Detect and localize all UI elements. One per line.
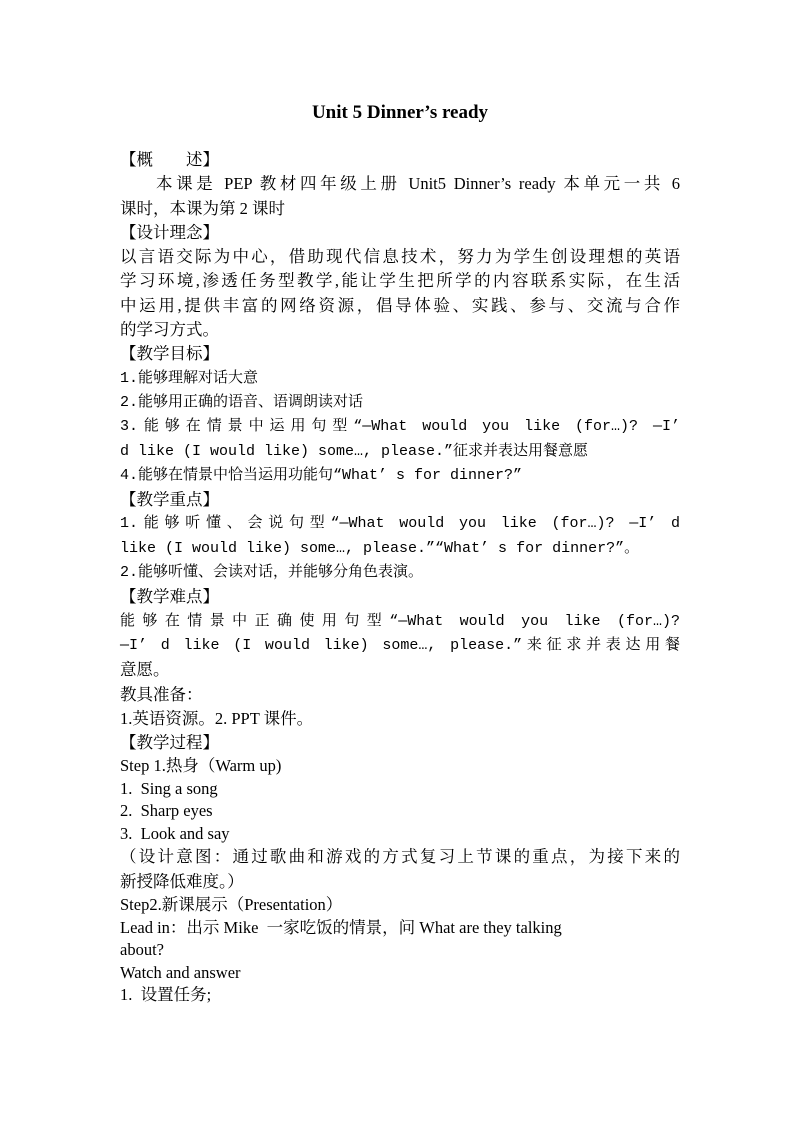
difficulty-heading: 【教学难点】 — [120, 587, 219, 607]
watch-and-answer: Watch and answer — [120, 962, 241, 982]
lead-in-line-2: about? — [120, 940, 164, 960]
task-item-1: 1. 设置任务; — [120, 985, 212, 1005]
design-text-line-2: 学习环境,渗透任务型教学,能让学生把所学的内容联系实际，在生活 — [120, 271, 680, 291]
key-point-1a: 1.能够听懂、会说句型“—What would you like (for…)? —I’ d — [120, 515, 680, 533]
goal-item-3b: d like (I would like) some…, please.”征求并表达用餐意愿 — [120, 442, 589, 460]
aids-text: 1.英语资源。2. PPT 课件。 — [120, 708, 314, 728]
goals-heading: 【教学目标】 — [120, 344, 219, 364]
overview-text-line-2: 课时，本课为第 2 课时 — [120, 198, 285, 218]
process-heading: 【教学过程】 — [120, 733, 219, 753]
design-text-line-1: 以言语交际为中心，借助现代信息技术，努力为学生创设理想的英语 — [120, 247, 680, 267]
step2-heading: Step2.新课展示（Presentation） — [120, 895, 343, 915]
step1-heading: Step 1.热身（Warm up) — [120, 756, 282, 776]
overview-text-line-1: 本课是 PEP 教材四年级上册 Unit5 Dinner’s ready 本单元一共 6 — [156, 174, 680, 194]
goal-item-2: 2.能够用正确的语音、语调朗读对话 — [120, 393, 364, 411]
overview-heading: 【概 述】 — [120, 150, 219, 169]
goal-item-4: 4.能够在情景中恰当运用功能句“What’ s for dinner?” — [120, 466, 523, 484]
design-heading: 【设计理念】 — [120, 222, 219, 242]
goal-item-3a: 3.能够在情景中运用句型“—What would you like (for…)? —I’ — [120, 418, 680, 436]
design-text-line-3: 中运用,提供丰富的网络资源，倡导体验、实践、参与、交流与合作 — [120, 295, 680, 315]
goal-item-1: 1.能够理解对话大意 — [120, 369, 259, 387]
design-text-line-4: 的学习方式。 — [120, 320, 219, 340]
step1-item-2: 2. Sharp eyes — [120, 801, 213, 821]
key-point-1b: like (I would like) some…, please.”“What’ s for dinner?”。 — [120, 539, 640, 557]
step1-item-3: 3. Look and say — [120, 823, 230, 843]
document-title: Unit 5 Dinner’s ready — [311, 102, 489, 123]
difficulty-line-2: —I’ d like (I would like) some…, please.”来征求并表达用餐 — [120, 636, 680, 654]
design-note-line-2: 新授降低难度。） — [120, 871, 244, 891]
design-note-line-1: （设计意图：通过歌曲和游戏的方式复习上节课的重点，为接下来的 — [120, 847, 680, 867]
step1-item-1: 1. Sing a song — [120, 778, 218, 798]
lead-in-line-1: Lead in：出示 Mike 一家吃饭的情景，问 What are they talking — [120, 917, 562, 937]
document-body — [120, 100, 680, 1007]
aids-heading: 教具准备： — [120, 684, 203, 704]
difficulty-line-1: 能够在情景中正确使用句型“—What would you like (for…)? — [120, 612, 680, 630]
difficulty-line-3: 意愿。 — [120, 660, 170, 680]
key-point-2: 2.能够听懂、会读对话，并能够分角色表演。 — [120, 564, 424, 582]
key-points-heading: 【教学重点】 — [120, 490, 219, 510]
